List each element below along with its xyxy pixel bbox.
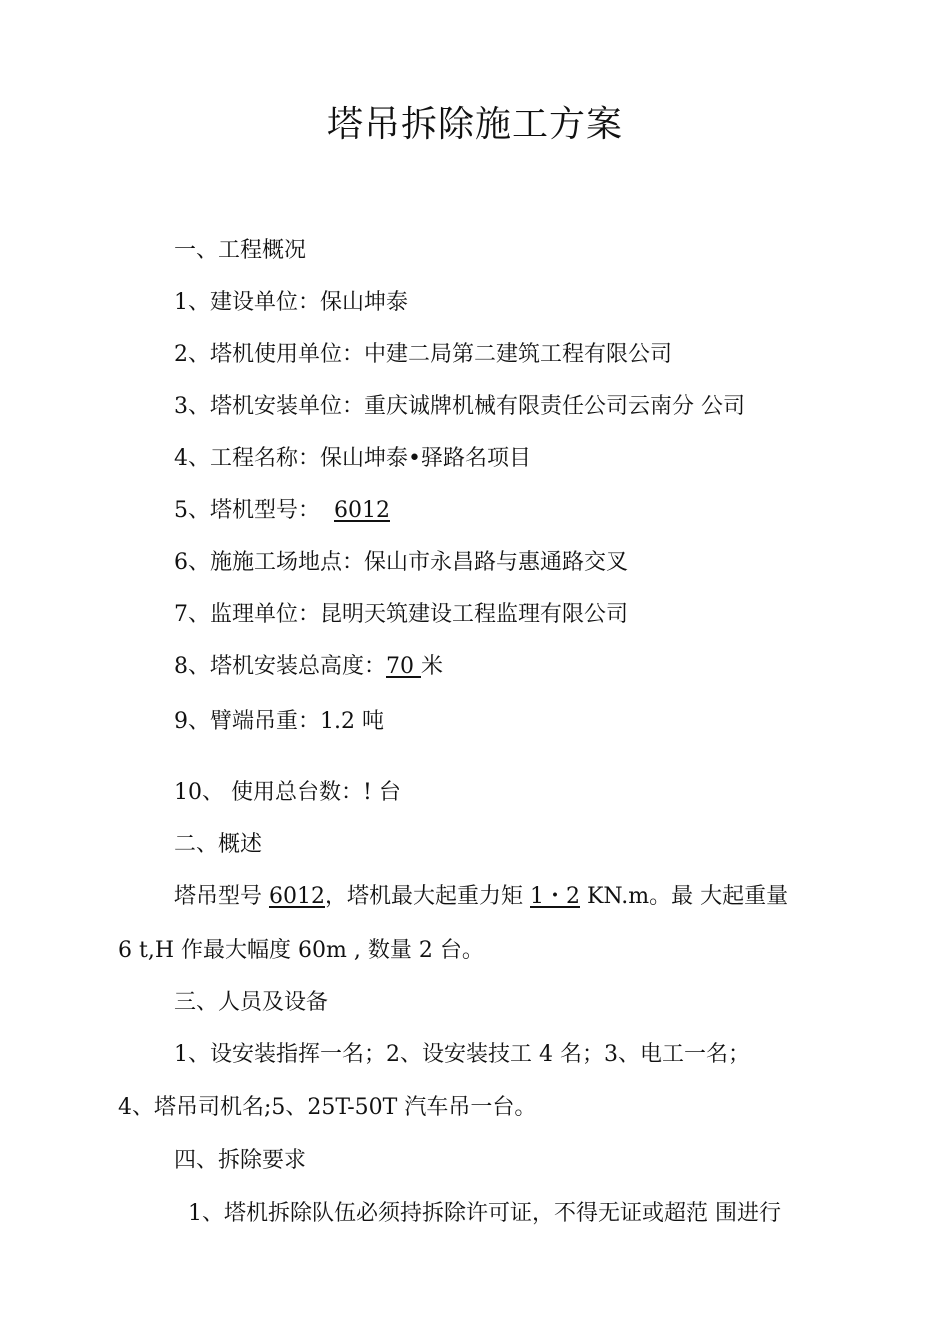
item-crane-model-label: 5、塔机型号： bbox=[174, 498, 320, 523]
item-total-height bbox=[174, 652, 443, 682]
summary-paragraph-line-1 bbox=[174, 882, 788, 912]
personnel-paragraph-line-1: 1、设安装指挥一名；2、设安装技工 4 名；3、电工一名； bbox=[174, 1042, 750, 1067]
section-heading-overview: 一、工程概况 bbox=[174, 238, 307, 263]
summary-text: ，塔机最大起重力矩 bbox=[325, 884, 530, 909]
requirements-paragraph-line-1: 1、塔机拆除队伍必须持拆除许可证，不得无证或超范 围进行 bbox=[188, 1201, 781, 1226]
summary-text: KN.m。最 大起重量 bbox=[580, 884, 789, 909]
item-project-name: 4、工程名称：保山坤泰•驿路名项目 bbox=[174, 446, 531, 471]
item-total-units: 10、 使用总台数：! 台 bbox=[174, 780, 401, 805]
personnel-paragraph-line-2: 4、塔吊司机名;5、25T-50T 汽车吊一台。 bbox=[118, 1095, 537, 1120]
item-total-height-value: 70 bbox=[386, 654, 421, 679]
item-construction-unit: 1、建设单位：保山坤泰 bbox=[174, 290, 408, 315]
section-heading-personnel: 三、人员及设备 bbox=[174, 990, 329, 1015]
item-boom-load: 9、臂端吊重：1.2 吨 bbox=[174, 709, 384, 734]
item-crane-model-value: 6012 bbox=[334, 498, 390, 523]
item-supervision-unit: 7、监理单位：昆明天筑建设工程监理有限公司 bbox=[174, 602, 628, 627]
section-heading-requirements: 四、拆除要求 bbox=[174, 1148, 307, 1173]
item-user-unit: 2、塔机使用单位：中建二局第二建筑工程有限公司 bbox=[174, 342, 672, 367]
summary-text: 塔吊型号 bbox=[174, 884, 269, 909]
item-total-height-unit: 米 bbox=[421, 654, 444, 679]
item-crane-model bbox=[174, 496, 390, 526]
page-title: 塔吊拆除施工方案 bbox=[326, 104, 623, 145]
summary-moment-value: 1・2 bbox=[530, 884, 580, 909]
summary-paragraph-line-2: 6 t,H 作最大幅度 60m , 数量 2 台。 bbox=[118, 938, 484, 963]
item-site-location: 6、施施工场地点：保山市永昌路与惠通路交叉 bbox=[174, 550, 628, 575]
summary-model-value: 6012 bbox=[269, 884, 325, 909]
item-install-unit: 3、塔机安装单位：重庆诚牌机械有限责任公司云南分 公司 bbox=[174, 394, 745, 419]
section-heading-summary: 二、概述 bbox=[174, 832, 263, 857]
item-total-height-label: 8、塔机安装总高度： bbox=[174, 654, 386, 679]
